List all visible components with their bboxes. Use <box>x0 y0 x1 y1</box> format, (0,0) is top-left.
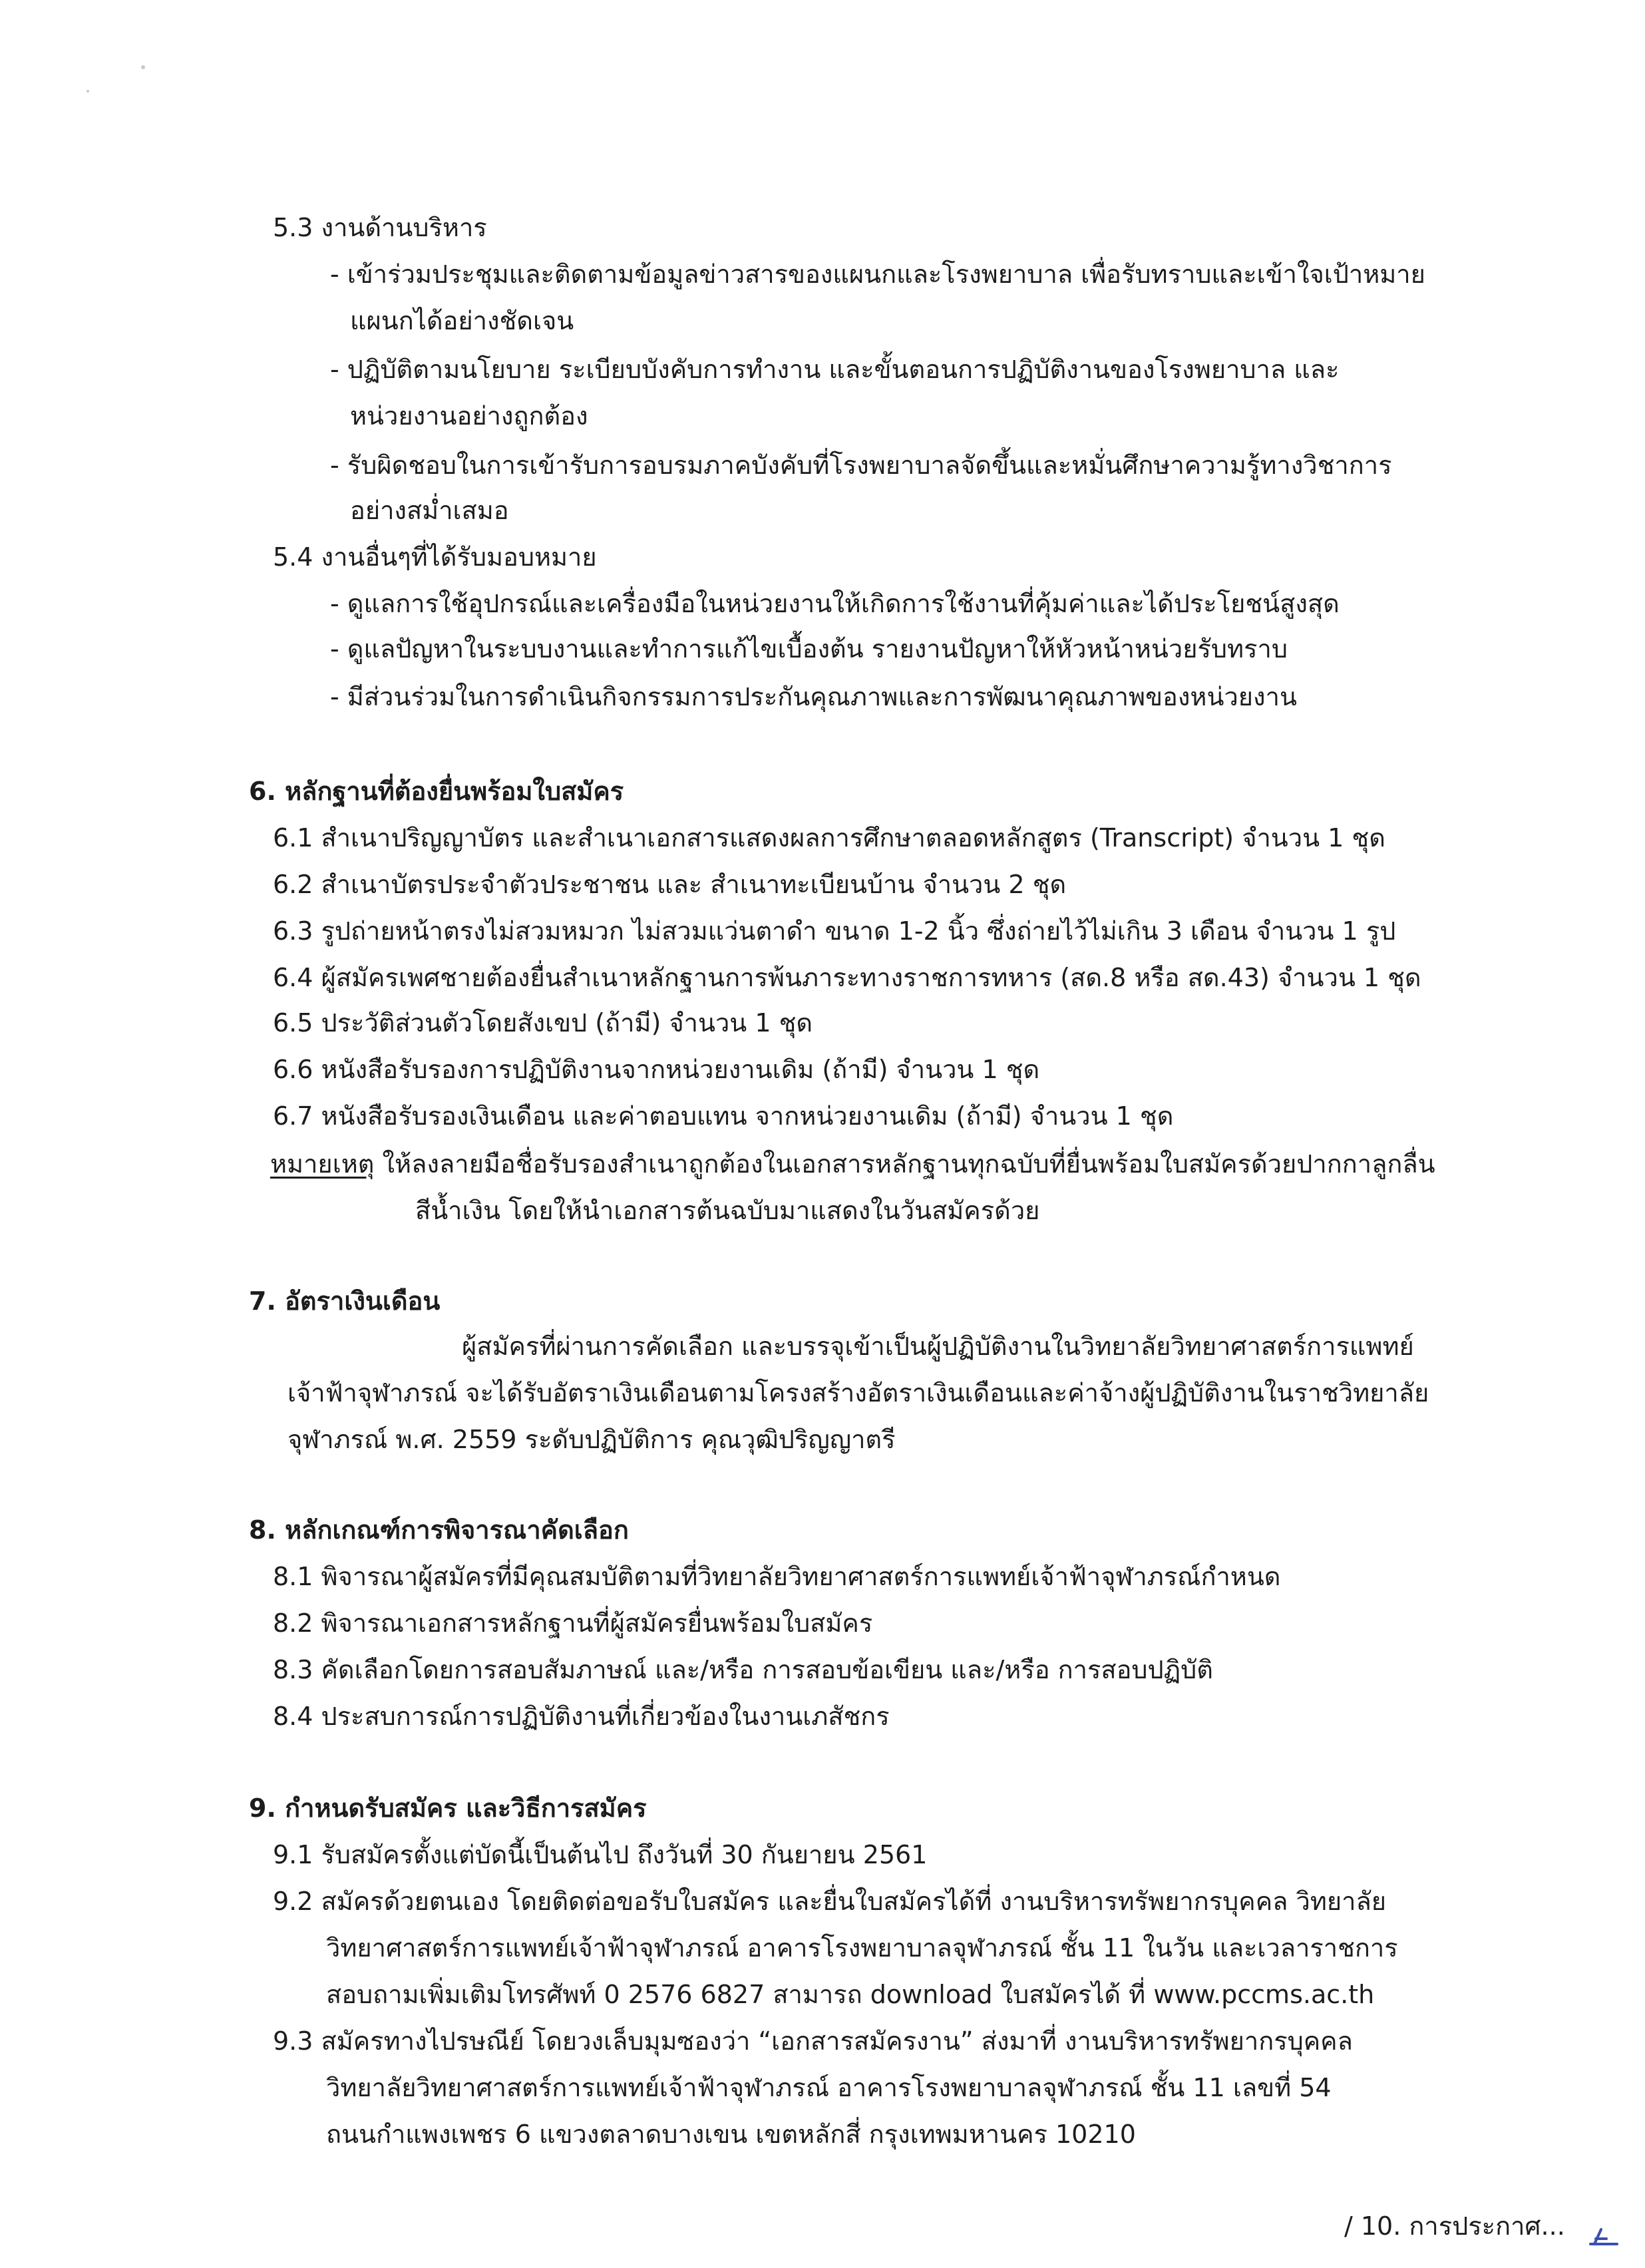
list-item-continued: สอบถามเพิ่มเติมโทรศัพท์ 0 2576 6827 สามารถ download ใบสมัครได้ ที่ www.pccms.ac.th <box>326 1980 1375 2009</box>
bullet-text: - มีส่วนร่วมในการดำเนินกิจกรรมการประกันคุณภาพและการพัฒนาคุณภาพของหน่วยงาน <box>330 682 1297 711</box>
list-item-continued: วิทยาศาสตร์การแพทย์เจ้าฟ้าจุฬาภรณ์ อาคารโรงพยาบาลจุฬาภรณ์ ชั้น 11 ในวัน และเวลาราชการ <box>326 1933 1398 1963</box>
section-9-heading: 9. กำหนดรับสมัคร และวิธีการสมัคร <box>249 1794 647 1823</box>
section-6-heading: 6. หลักฐานที่ต้องยื่นพร้อมใบสมัคร <box>249 777 624 806</box>
list-item: 9.1 รับสมัครตั้งแต่บัดนี้เป็นต้นไป ถึงวันที่ 30 กันยายน 2561 <box>273 1840 928 1869</box>
list-item: 6.7 หนังสือรับรองเงินเดือน และค่าตอบแทน จากหน่วยงานเดิม (ถ้ามี) จำนวน 1 ชุด <box>273 1101 1174 1131</box>
note-text: ให้ลงลายมือชื่อรับรองสำเนาถูกต้องในเอกสารหลักฐานทุกฉบับที่ยื่นพร้อมใบสมัครด้วยปากกาลูกลื่น <box>374 1149 1435 1179</box>
bullet-text: อย่างสม่ำเสมอ <box>350 496 509 525</box>
section-5-4-title: 5.4 งานอื่นๆที่ได้รับมอบหมาย <box>273 542 597 572</box>
list-item: 6.1 สำเนาปริญญาบัตร และสำเนาเอกสารแสดงผลการศึกษาตลอดหลักสูตร (Transcript) จำนวน 1 ชุด <box>273 823 1385 852</box>
list-item-continued: ถนนกำแพงเพชร 6 แขวงตลาดบางเขน เขตหลักสี่ กรุงเทพมหานคร 10210 <box>326 2120 1136 2149</box>
paragraph-line: เจ้าฟ้าจุฬาภรณ์ จะได้รับอัตราเงินเดือนตามโครงสร้างอัตราเงินเดือนและค่าจ้างผู้ปฏิบัติงานในราชวิทยาลัย <box>287 1378 1429 1408</box>
scan-speck <box>87 90 89 93</box>
bullet-text: - ปฏิบัติตามนโยบาย ระเบียบบังคับการทำงาน และขั้นตอนการปฏิบัติงานของโรงพยาบาล และ <box>330 355 1340 384</box>
bullet-text: - เข้าร่วมประชุมและติดตามข้อมูลข่าวสารของแผนกและโรงพยาบาล เพื่อรับทราบและเข้าใจเป้าหมาย <box>330 260 1425 289</box>
section-5-3-title: 5.3 งานด้านบริหาร <box>273 213 487 242</box>
list-item: 6.2 สำเนาบัตรประจำตัวประชาชน และ สำเนาทะเบียนบ้าน จำนวน 2 ชุด <box>273 870 1067 899</box>
section-7-heading: 7. อัตราเงินเดือน <box>249 1286 441 1316</box>
note-label: หมายเหตุ <box>270 1149 375 1179</box>
list-item: 8.1 พิจารณาผู้สมัครที่มีคุณสมบัติตามที่วิทยาลัยวิทยาศาสตร์การแพทย์เจ้าฟ้าจุฬาภรณ์กำหนด <box>273 1562 1281 1591</box>
list-item: 9.2 สมัครด้วยตนเอง โดยติดต่อขอรับใบสมัคร และยื่นใบสมัครได้ที่ งานบริหารทรัพยากรบุคคล วิทยาลัย <box>273 1887 1387 1916</box>
section-8-heading: 8. หลักเกณฑ์การพิจารณาคัดเลือก <box>249 1515 629 1545</box>
list-item: 6.3 รูปถ่ายหน้าตรงไม่สวมหมวก ไม่สวมแว่นตาดำ ขนาด 1-2 นิ้ว ซึ่งถ่ายไว้ไม่เกิน 3 เดือน จำนวน 1 รูป <box>273 916 1396 946</box>
list-item: 6.5 ประวัติส่วนตัวโดยสังเขป (ถ้ามี) จำนวน 1 ชุด <box>273 1008 813 1038</box>
scan-speck <box>141 65 145 69</box>
next-page-reference: / 10. การประกาศ... <box>1344 2211 1565 2241</box>
note-text: สีน้ำเงิน โดยให้นำเอกสารต้นฉบับมาแสดงในวันสมัครด้วย <box>415 1196 1040 1225</box>
list-item: 8.4 ประสบการณ์การปฏิบัติงานที่เกี่ยวข้องในงานเภสัชกร <box>273 1702 890 1731</box>
handwritten-arrow-icon <box>1586 2224 1621 2251</box>
paragraph-line: ผู้สมัครที่ผ่านการคัดเลือก และบรรจุเข้าเป็นผู้ปฏิบัติงานในวิทยาลัยวิทยาศาสตร์การแพทย์ <box>462 1332 1414 1361</box>
list-item: 9.3 สมัครทางไปรษณีย์ โดยวงเล็บมุมซองว่า “เอกสารสมัครงาน” ส่งมาที่ งานบริหารทรัพยากรบุคคล <box>273 2026 1353 2056</box>
list-item: 8.2 พิจารณาเอกสารหลักฐานที่ผู้สมัครยื่นพร้อมใบสมัคร <box>273 1608 873 1638</box>
note-line <box>270 1146 1435 1182</box>
list-item: 8.3 คัดเลือกโดยการสอบสัมภาษณ์ และ/หรือ การสอบข้อเขียน และ/หรือ การสอบปฏิบัติ <box>273 1655 1213 1684</box>
bullet-text: - รับผิดชอบในการเข้ารับการอบรมภาคบังคับที่โรงพยาบาลจัดขึ้นและหมั่นศึกษาความรู้ทางวิชาการ <box>330 451 1392 480</box>
list-item-continued: วิทยาลัยวิทยาศาสตร์การแพทย์เจ้าฟ้าจุฬาภรณ์ อาคารโรงพยาบาลจุฬาภรณ์ ชั้น 11 เลขที่ 54 <box>326 2073 1332 2102</box>
paragraph-line: จุฬาภรณ์ พ.ศ. 2559 ระดับปฏิบัติการ คุณวุฒิปริญญาตรี <box>287 1425 896 1454</box>
list-item: 6.6 หนังสือรับรองการปฏิบัติงานจากหน่วยงานเดิม (ถ้ามี) จำนวน 1 ชุด <box>273 1055 1040 1084</box>
bullet-text: - ดูแลปัญหาในระบบงานและทำการแก้ไขเบื้องต้น รายงานปัญหาให้หัวหน้าหน่วยรับทราบ <box>330 634 1288 663</box>
list-item: 6.4 ผู้สมัครเพศชายต้องยื่นสำเนาหลักฐานการพ้นภาระทางราชการทหาร (สด.8 หรือ สด.43) จำนวน 1 ชุด <box>273 963 1421 992</box>
bullet-text: แผนกได้อย่างชัดเจน <box>350 306 574 335</box>
bullet-text: หน่วยงานอย่างถูกต้อง <box>350 401 588 431</box>
bullet-text: - ดูแลการใช้อุปกรณ์และเครื่องมือในหน่วยงานให้เกิดการใช้งานที่คุ้มค่าและได้ประโยชน์สูงสุด <box>330 589 1340 618</box>
